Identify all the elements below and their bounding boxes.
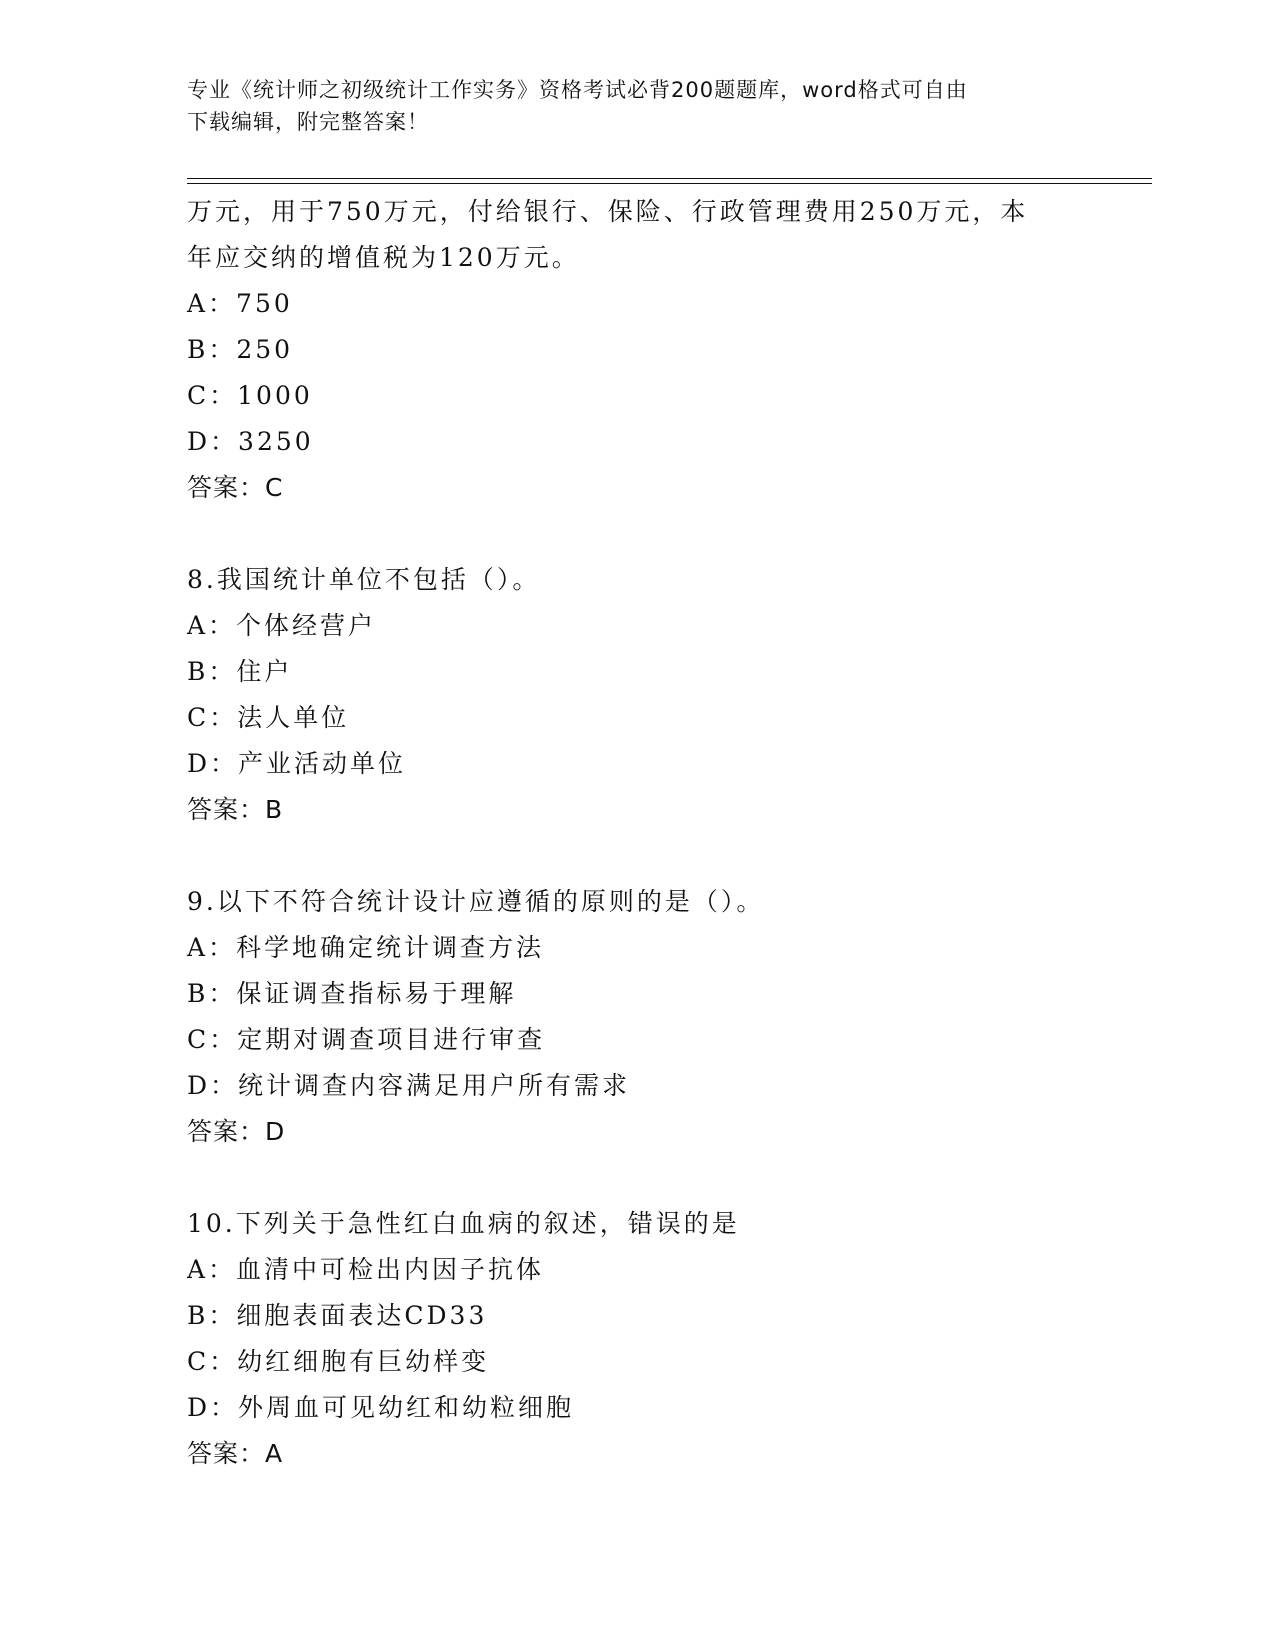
document-body [187, 189, 1117, 1477]
option-d: D：3250 [187, 427, 314, 456]
header-rule-top [187, 178, 1152, 179]
option-c: C：法人单位 [187, 703, 350, 732]
header-line-1: 专业《统计师之初级统计工作实务》资格考试必背200题题库，word格式可自由 [187, 78, 968, 102]
question-stem: 10.下列关于急性红白血病的叙述，错误的是 [187, 1209, 740, 1238]
option-b: B：住户 [187, 657, 293, 686]
answer-line: 答案：D [187, 1117, 286, 1146]
option-b: B：250 [187, 335, 294, 364]
option-b: B：细胞表面表达CD33 [187, 1301, 488, 1330]
option-d: D：外周血可见幼红和幼粒细胞 [187, 1393, 575, 1422]
option-a: A：750 [187, 289, 293, 318]
question-block-10 [187, 1201, 1117, 1477]
option-d: D：产业活动单位 [187, 749, 407, 778]
header-line-2: 下载编辑，附完整答案！ [187, 110, 429, 134]
document-header [187, 74, 1087, 138]
answer-line: 答案：A [187, 1439, 284, 1468]
question-text-line: 年应交纳的增值税为120万元。 [187, 243, 580, 272]
option-c: C：1000 [187, 381, 313, 410]
answer-line: 答案：C [187, 473, 284, 502]
option-a: A：科学地确定统计调查方法 [187, 933, 545, 962]
option-b: B：保证调查指标易于理解 [187, 979, 517, 1008]
question-block-continued [187, 189, 1117, 511]
option-d: D：统计调查内容满足用户所有需求 [187, 1071, 631, 1100]
question-block-9 [187, 879, 1117, 1155]
question-stem: 8.我国统计单位不包括（）。 [187, 565, 541, 594]
question-stem: 9.以下不符合统计设计应遵循的原则的是（）。 [187, 887, 765, 916]
question-text-line: 万元，用于750万元，付给银行、保险、行政管理费用250万元，本 [187, 197, 1029, 226]
header-rule-bottom [187, 183, 1152, 184]
option-c: C：幼红细胞有巨幼样变 [187, 1347, 490, 1376]
option-a: A：血清中可检出内因子抗体 [187, 1255, 545, 1284]
answer-line: 答案：B [187, 795, 284, 824]
option-a: A：个体经营户 [187, 611, 377, 640]
option-c: C：定期对调查项目进行审查 [187, 1025, 546, 1054]
question-block-8 [187, 557, 1117, 833]
